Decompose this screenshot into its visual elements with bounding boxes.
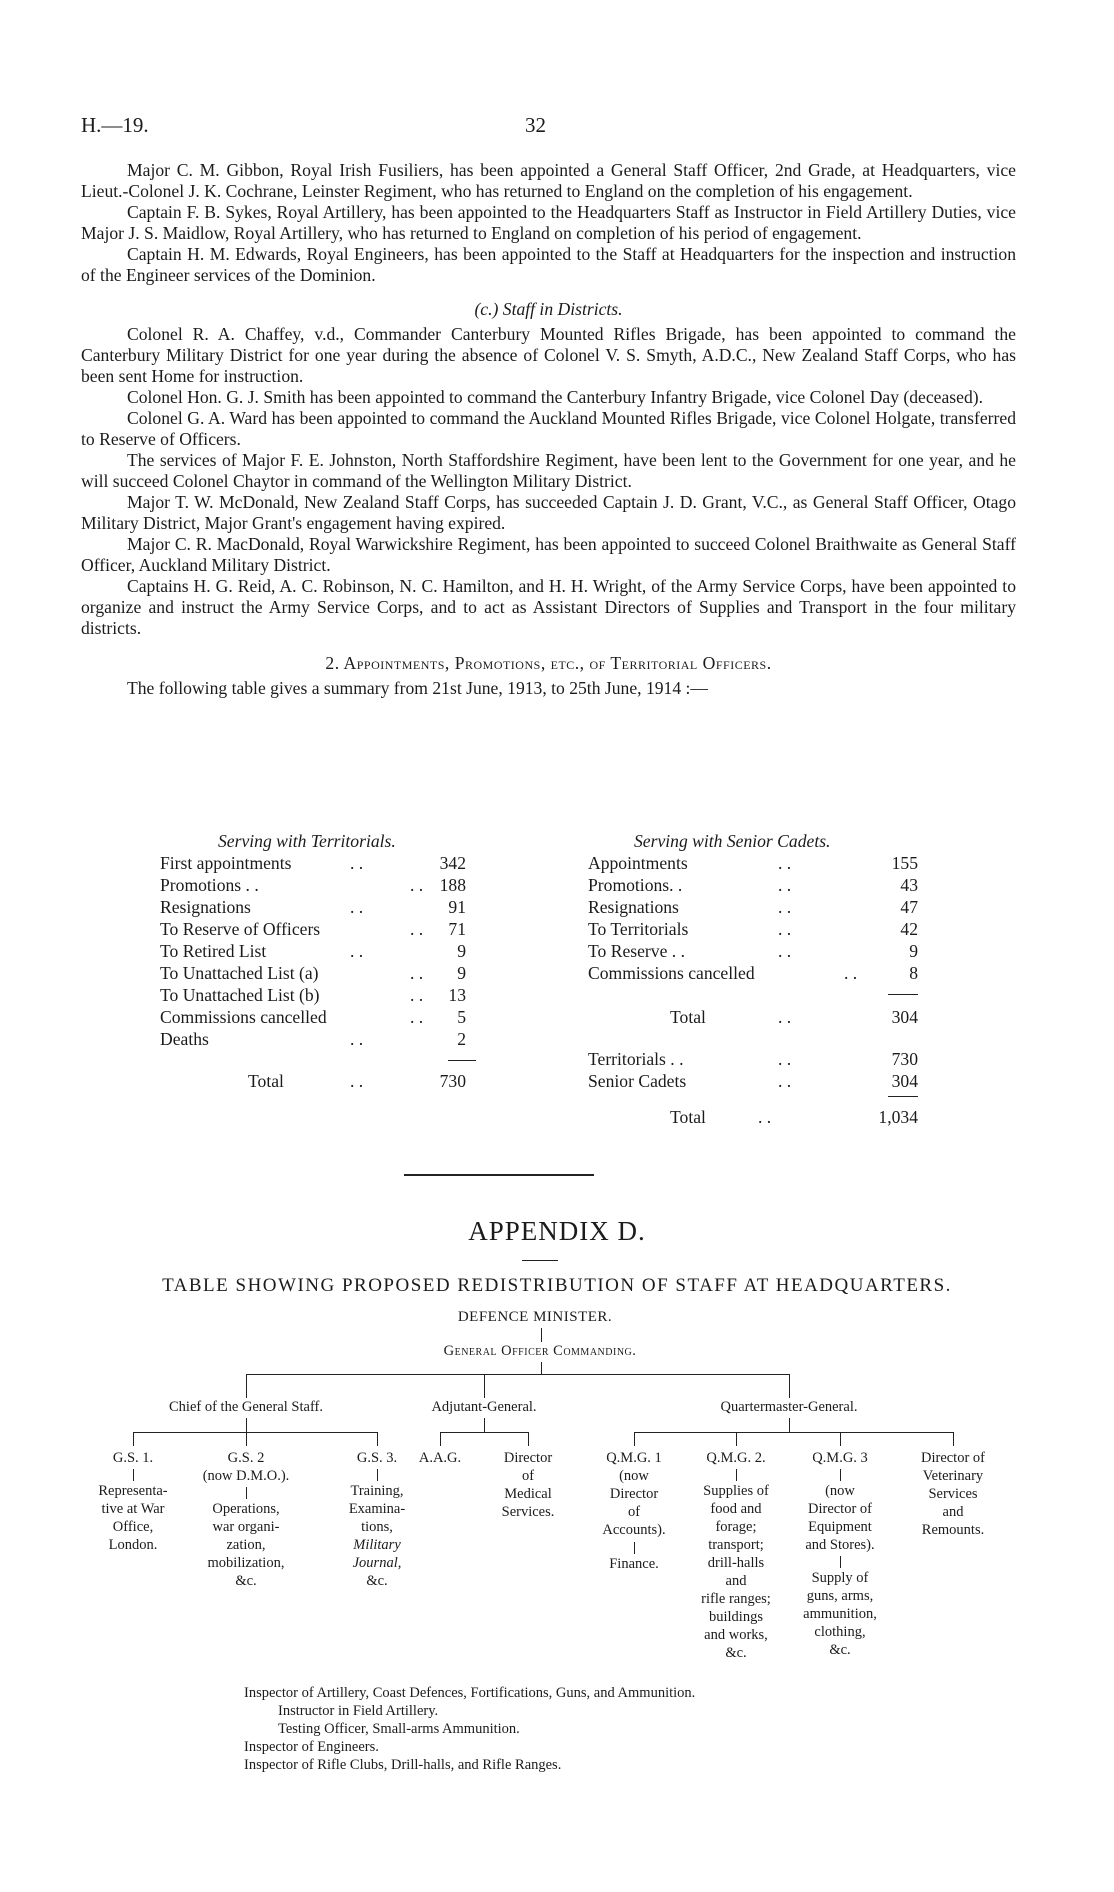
qmg2-description: Supplies of food and forage; transport; drill-halls and rifle ranges; buildings and works, &c. (701, 1483, 771, 1661)
org-connector (440, 1432, 441, 1446)
table-row: To Reserve of Officers . . 71 (160, 919, 466, 939)
body-text (81, 160, 1016, 699)
table-row: First appointments . . 342 (160, 853, 466, 873)
qmg3-title: Q.M.G. 3 (812, 1450, 868, 1466)
org-connector (133, 1432, 134, 1446)
org-connector (246, 1432, 247, 1446)
appendix-title-rule (522, 1260, 558, 1261)
qmg1-title: Q.M.G. 1 (now Director of Accounts). (602, 1450, 666, 1538)
page-id: H.—19. (81, 113, 149, 137)
defence-minister: DEFENCE MINISTER. (457, 1309, 613, 1325)
table-row: Senior Cadets . . 304 (588, 1071, 918, 1091)
adjutant-general: Adjutant-General. (431, 1399, 537, 1415)
table-row: Deaths . . 2 (160, 1029, 466, 1049)
qmg3-description: (now Director of Equipment and Stores). (805, 1483, 875, 1553)
table-row: Resignations . . 47 (588, 897, 918, 917)
org-connector (840, 1556, 841, 1568)
director-medical-services: Director of Medical Services. (501, 1450, 555, 1520)
org-connector (528, 1432, 529, 1446)
org-connector (133, 1432, 378, 1433)
list-item: Inspector of Rifle Clubs, Drill-halls, and Rifle Ranges. (244, 1757, 562, 1773)
cadets-total-row: Total . . 304 (670, 1007, 918, 1027)
org-connector (246, 1418, 247, 1432)
paragraph-smith: Colonel Hon. G. J. Smith has been appointed to command the Canterbury Infantry Brigade, vice Colonel Day (deceased). (127, 387, 984, 407)
list-item: Inspector of Artillery, Coast Defences, Fortifications, Guns, and Ammunition. (244, 1685, 696, 1701)
general-officer-commanding: General Officer Commanding. (443, 1343, 637, 1359)
inspectors-list (244, 1684, 695, 1774)
territorials-header: Serving with Territorials. (218, 831, 396, 851)
quartermaster-general: Quartermaster-General. (720, 1399, 858, 1415)
appendix-title: APPENDIX D. (468, 1216, 646, 1246)
list-item: Testing Officer, Small-arms Ammunition. (278, 1721, 520, 1737)
table-row: Commissions cancelled . . 8 (588, 963, 918, 983)
org-connector (736, 1432, 737, 1446)
org-connector (634, 1542, 635, 1554)
org-connector (246, 1487, 247, 1499)
table-row: To Territorials . . 42 (588, 919, 918, 939)
org-connector (789, 1374, 790, 1398)
org-connector (440, 1432, 528, 1433)
gs2-title: G.S. 2 (now D.M.O.). (202, 1450, 290, 1484)
cadets-grandtotal-row: Total . . 1,034 (670, 1107, 918, 1127)
table-row: Resignations . . 91 (160, 897, 466, 917)
org-connector (840, 1432, 841, 1446)
org-connector (484, 1374, 485, 1398)
paragraph-mcdonald: Major T. W. McDonald, New Zealand Staff Corps, has succeeded Captain J. D. Grant, V.C., as General Staff Officer, Otago Military District, Major Grant's engagement having expired. (81, 492, 1016, 533)
gs3-description: Training, Examina- tions, Military Journal, &c. (348, 1483, 406, 1589)
section-c-heading: (c.) Staff in Districts. (474, 299, 623, 319)
paragraph-gibbon: Major C. M. Gibbon, Royal Irish Fusiliers, has been appointed a General Staff Officer, 2nd Grade, at Headquarters, vice Lieut.-Colonel J. K. Cochrane, Leinster Regiment, who has returned to England on the completion of his engagement. (81, 160, 1016, 201)
list-item: Instructor in Field Artillery. (278, 1703, 439, 1719)
aag-title: A.A.G. (418, 1450, 462, 1466)
territorials-total-rule (448, 1060, 476, 1061)
table-row: Commissions cancelled . . 5 (160, 1007, 466, 1027)
page-number: 32 (525, 113, 546, 137)
gs1-title: G.S. 1. (112, 1450, 154, 1466)
qmg1-finance: Finance. (609, 1556, 659, 1572)
gs3-title: G.S. 3. (356, 1450, 398, 1466)
org-connector (246, 1374, 247, 1398)
section-divider (404, 1174, 594, 1176)
appendix-subtitle: TABLE SHOWING PROPOSED REDISTRIBUTION OF STAFF AT HEADQUARTERS. (162, 1275, 952, 1296)
list-item: Inspector of Engineers. (244, 1739, 379, 1755)
table-row: Promotions. . . . 43 (588, 875, 918, 895)
section-2-intro: The following table gives a summary from 21st June, 1913, to 25th June, 1914 :— (127, 678, 709, 698)
cadets-header: Serving with Senior Cadets. (634, 831, 831, 851)
cadets-subtotal-rule (888, 994, 918, 995)
org-connector (377, 1432, 378, 1446)
cadets-grandtotal-rule (888, 1096, 918, 1097)
gs1-description: Representa- tive at War Office, London. (98, 1483, 168, 1553)
paragraph-chaffey: Colonel R. A. Chaffey, v.d., Commander Canterbury Mounted Rifles Brigade, has been appointed to command the Canterbury Military District for one year during the absence of Colonel V. S. Smyth, A.D.C., New Zealand Staff Corps, who has been sent Home for instruction. (81, 324, 1016, 386)
territorials-total-row: Total . . 730 (248, 1071, 466, 1091)
table-row: To Reserve . . . . 9 (588, 941, 918, 961)
paragraph-sykes: Captain F. B. Sykes, Royal Artillery, has been appointed to the Headquarters Staff as Instructor in Field Artillery Duties, vice Major J. S. Maidlow, Royal Artillery, who has returned to England on completion of his period of engagement. (81, 202, 1016, 243)
org-connector (377, 1469, 378, 1481)
paragraph-johnston: The services of Major F. E. Johnston, North Staffordshire Regiment, have been lent to the Government for one year, and he will succeed Colonel Chaytor in command of the Wellington Military District. (81, 450, 1016, 491)
table-row: To Unattached List (b) . . 13 (160, 985, 466, 1005)
paragraph-macdonald: Major C. R. MacDonald, Royal Warwickshire Regiment, has been appointed to succeed Colonel Braithwaite as General Staff Officer, Auckland Military District. (81, 534, 1016, 575)
org-connector (541, 1362, 542, 1374)
org-connector (634, 1432, 635, 1446)
table-row: To Retired List . . 9 (160, 941, 466, 961)
table-row: Territorials . . . . 730 (588, 1049, 918, 1069)
gs2-description: Operations, war organi- zation, mobilization, &c. (207, 1501, 285, 1589)
director-veterinary: Director of Veterinary Services and Remounts. (920, 1450, 985, 1538)
org-connector (736, 1469, 737, 1481)
qmg2-title: Q.M.G. 2. (706, 1450, 766, 1466)
org-connector (541, 1328, 542, 1342)
org-connector (634, 1432, 954, 1433)
paragraph-edwards: Captain H. M. Edwards, Royal Engineers, has been appointed to the Staff at Headquarters for the inspection and instruction of the Engineer services of the Dominion. (81, 244, 1016, 285)
org-connector (246, 1374, 789, 1375)
table-row: To Unattached List (a) . . 9 (160, 963, 466, 983)
org-connector (953, 1432, 954, 1446)
chief-of-general-staff: Chief of the General Staff. (169, 1399, 323, 1415)
table-row: Promotions . . . . 188 (160, 875, 466, 895)
org-connector (133, 1469, 134, 1481)
org-connector (789, 1418, 790, 1432)
org-connector (840, 1469, 841, 1481)
paragraph-asc: Captains H. G. Reid, A. C. Robinson, N. C. Hamilton, and H. H. Wright, of the Army Service Corps, have been appointed to organize and instruct the Army Service Corps, and to act as Assistant Directors of Supplies and Transport in the four military districts. (81, 576, 1016, 638)
paragraph-ward: Colonel G. A. Ward has been appointed to command the Auckland Mounted Rifles Brigade, vice Colonel Holgate, transferred to Reserve of Officers. (81, 408, 1016, 449)
org-connector (484, 1418, 485, 1432)
section-2-heading: 2. Appointments, Promotions, etc., of Territorial Officers. (325, 653, 772, 673)
table-row: Appointments . . 155 (588, 853, 918, 873)
qmg3-supply: Supply of guns, arms, ammunition, clothing, &c. (803, 1570, 877, 1658)
